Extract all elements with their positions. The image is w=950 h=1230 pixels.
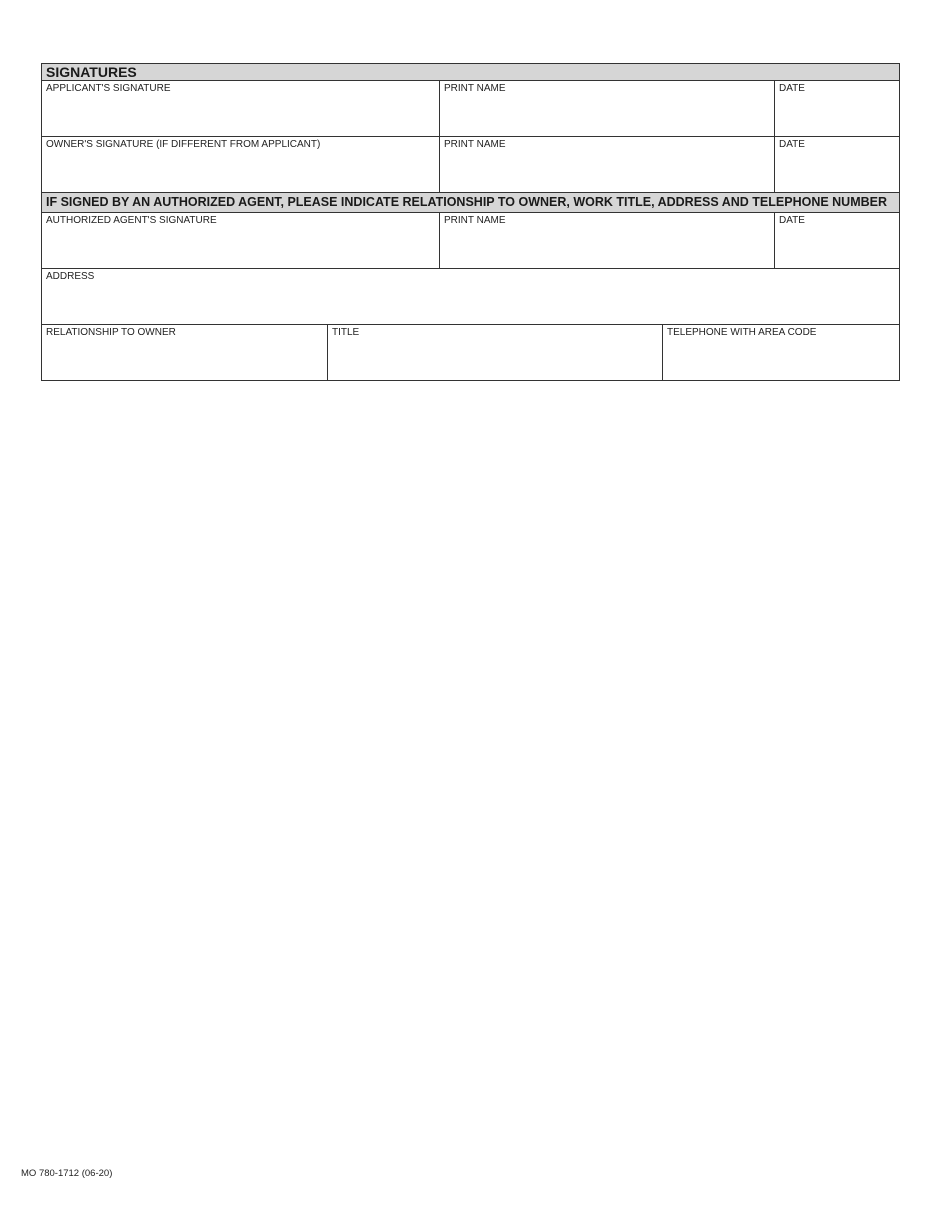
applicant-print-name-label: PRINT NAME bbox=[444, 83, 506, 94]
owner-print-name-label: PRINT NAME bbox=[444, 139, 506, 150]
signatures-form bbox=[41, 63, 900, 381]
owner-signature-row bbox=[41, 137, 900, 193]
agent-title-field[interactable] bbox=[327, 325, 662, 380]
agent-signature-row bbox=[41, 213, 900, 269]
agent-address-label: ADDRESS bbox=[46, 271, 95, 282]
owner-signature-label: OWNER'S SIGNATURE (IF DIFFERENT FROM APPLICANT) bbox=[46, 139, 321, 150]
form-number: MO 780-1712 (06-20) bbox=[21, 1168, 113, 1179]
agent-details-row bbox=[41, 325, 900, 381]
telephone-field[interactable] bbox=[662, 325, 899, 380]
agent-print-name-label: PRINT NAME bbox=[444, 215, 506, 226]
signatures-section-title: SIGNATURES bbox=[41, 63, 900, 81]
telephone-label: TELEPHONE WITH AREA CODE bbox=[667, 327, 817, 338]
agent-print-name-field[interactable] bbox=[439, 213, 774, 268]
applicant-print-name-field[interactable] bbox=[439, 81, 774, 136]
agent-address-row bbox=[41, 269, 900, 325]
agent-signature-label: AUTHORIZED AGENT'S SIGNATURE bbox=[46, 215, 217, 226]
agent-date-label: DATE bbox=[779, 215, 805, 226]
owner-date-field[interactable] bbox=[774, 137, 899, 192]
relationship-to-owner-label: RELATIONSHIP TO OWNER bbox=[46, 327, 176, 338]
applicant-date-field[interactable] bbox=[774, 81, 899, 136]
agent-address-field[interactable] bbox=[42, 269, 899, 324]
applicant-signature-row bbox=[41, 81, 900, 137]
agent-title-label: TITLE bbox=[332, 327, 360, 338]
agent-date-field[interactable] bbox=[774, 213, 899, 268]
owner-date-label: DATE bbox=[779, 139, 805, 150]
owner-print-name-field[interactable] bbox=[439, 137, 774, 192]
agent-signature-field[interactable] bbox=[42, 213, 439, 268]
applicant-signature-label: APPLICANT'S SIGNATURE bbox=[46, 83, 171, 94]
relationship-to-owner-field[interactable] bbox=[42, 325, 327, 380]
applicant-date-label: DATE bbox=[779, 83, 805, 94]
applicant-signature-field[interactable] bbox=[42, 81, 439, 136]
authorized-agent-section-title: IF SIGNED BY AN AUTHORIZED AGENT, PLEASE INDICATE RELATIONSHIP TO OWNER, WORK TITLE, ADDRESS AND TELEPHONE NUMBER bbox=[41, 193, 900, 213]
owner-signature-field[interactable] bbox=[42, 137, 439, 192]
